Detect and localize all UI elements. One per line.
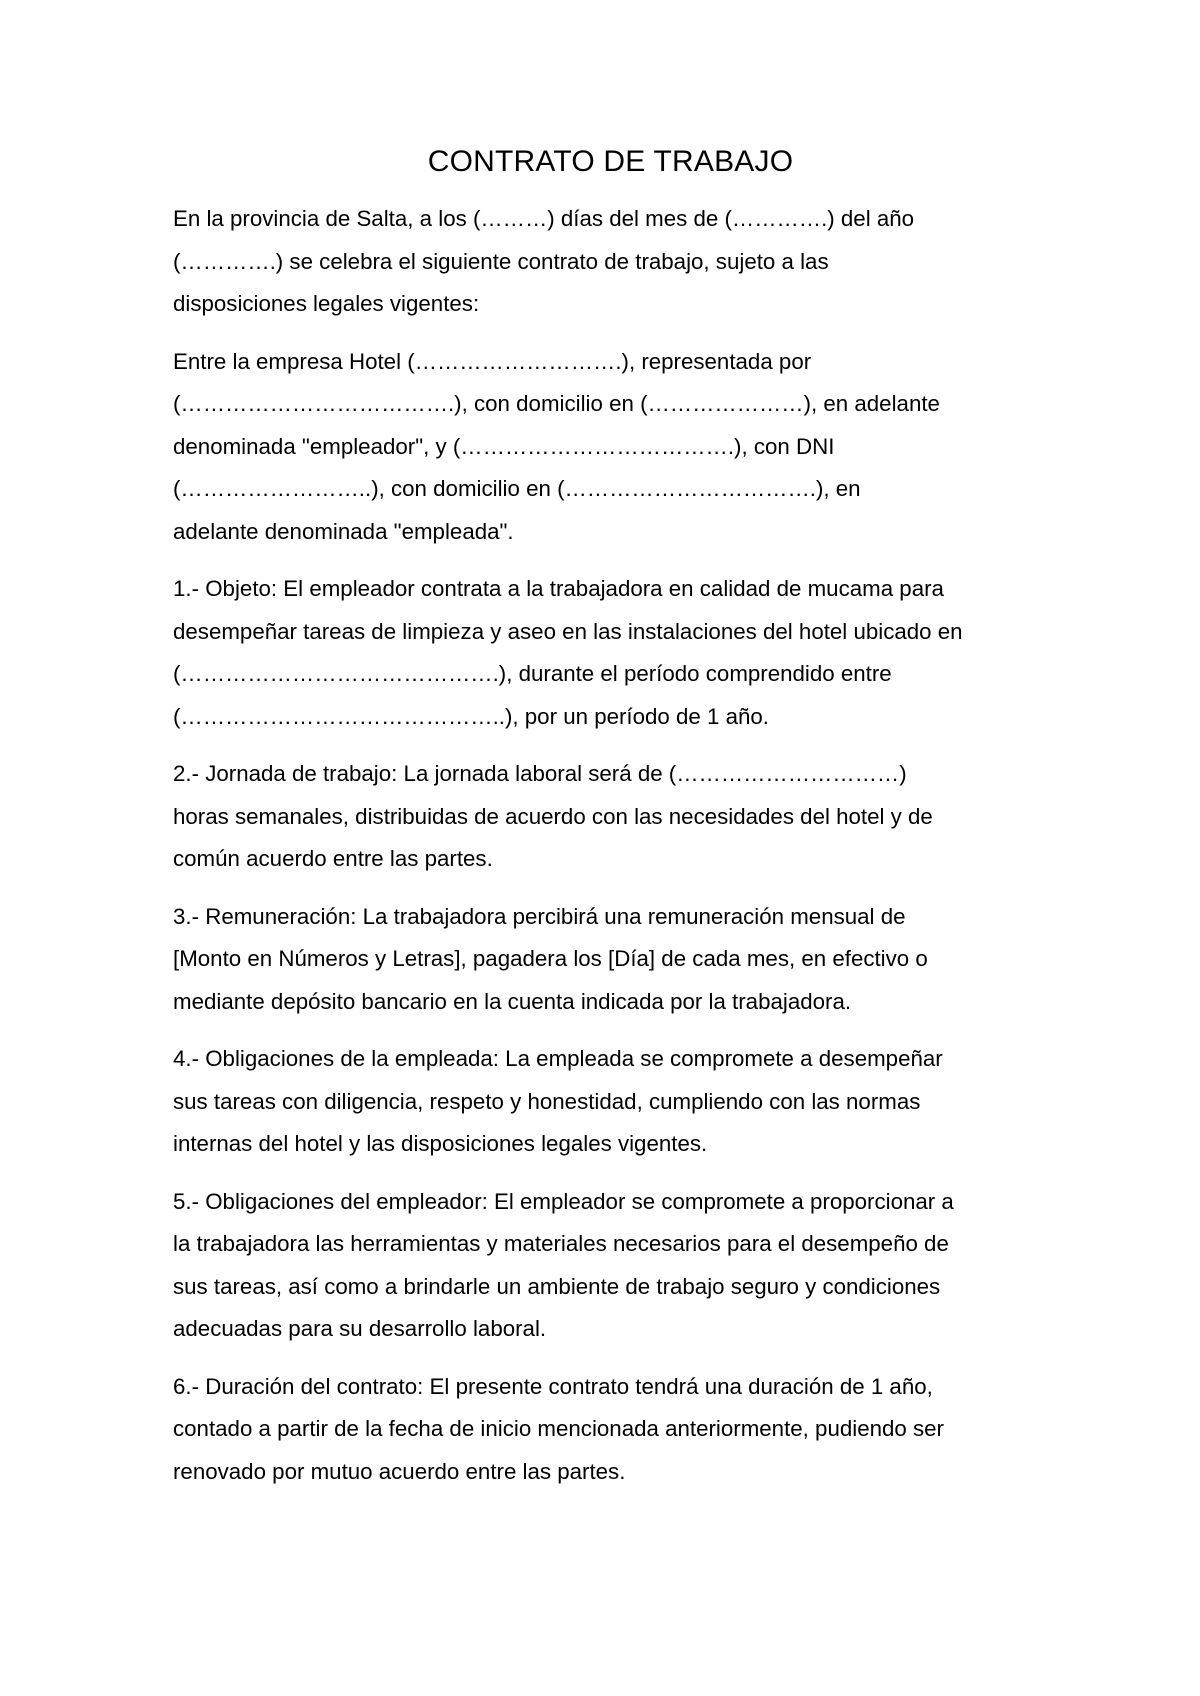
text-line: (……………………..), con domicilio en (…………………………….), en [173,476,861,501]
text-line: mediante depósito bancario en la cuenta indicada por la trabajadora. [173,988,852,1014]
text-line: disposiciones legales vigentes: [173,291,480,316]
document-title: CONTRATO DE TRABAJO [427,145,794,178]
text-line: contado a partir de la fecha de inicio mencionada anteriormente, pudiendo ser [173,1416,944,1441]
document-body [173,140,1048,1508]
text-line: la trabajadora las herramientas y materiales necesarios para el desempeño de [173,1231,949,1256]
clause-2-jornada [173,753,1048,881]
text-line: 5.- Obligaciones del empleador: El empleador se compromete a proporcionar a [173,1188,954,1214]
text-line: sus tareas, así como a brindarle un ambiente de trabajo seguro y condiciones [173,1273,941,1299]
text-line: 3.- Remuneración: La trabajadora percibirá una remuneración mensual de [173,903,906,929]
clause-1-objeto [173,568,1048,738]
text-line: horas semanales, distribuidas de acuerdo con las necesidades del hotel y de [173,803,933,829]
paragraph-intro [173,198,1048,326]
text-line: adecuadas para su desarrollo laboral. [173,1316,547,1341]
text-line: común acuerdo entre las partes. [173,846,493,871]
clause-4-obligaciones-empleada [173,1038,1048,1166]
text-line: Entre la empresa Hotel (……………………….), representada por [173,348,812,374]
text-line: 2.- Jornada de trabajo: La jornada laboral será de (…………………………) [173,761,907,786]
text-line: 4.- Obligaciones de la empleada: La empleada se compromete a desempeñar [173,1046,943,1071]
clause-6-duracion [173,1366,1048,1494]
text-line: En la provincia de Salta, a los (………) días del mes de (………….) del año [173,206,915,231]
text-line: 1.- Objeto: El empleador contrata a la trabajadora en calidad de mucama para [173,576,944,601]
text-line: (………….) se celebra el siguiente contrato de trabajo, sujeto a las [173,248,829,274]
text-line: renovado por mutuo acuerdo entre las partes. [173,1458,626,1484]
text-line: desempeñar tareas de limpieza y aseo en las instalaciones del hotel ubicado en [173,618,963,644]
text-line: denominada "empleador", y (……………………………….), con DNI [173,433,835,459]
text-line: adelante denominada "empleada". [173,518,514,544]
clause-3-remuneracion [173,896,1048,1024]
text-line: 6.- Duración del contrato: El presente contrato tendrá una duración de 1 año, [173,1373,933,1399]
paragraph-parties [173,341,1048,554]
text-line: (…………………………………….), durante el período comprendido entre [173,661,892,686]
clause-5-obligaciones-empleador [173,1181,1048,1351]
text-line: sus tareas con diligencia, respeto y honestidad, cumpliendo con las normas [173,1088,921,1114]
text-line: [Monto en Números y Letras], pagadera los [Día] de cada mes, en efectivo o [173,946,928,971]
text-line: (……………………………………..), por un período de 1 año. [173,703,770,729]
text-line: (……………………………….), con domicilio en (…………………), en adelante [173,391,940,416]
text-line: internas del hotel y las disposiciones legales vigentes. [173,1131,708,1156]
